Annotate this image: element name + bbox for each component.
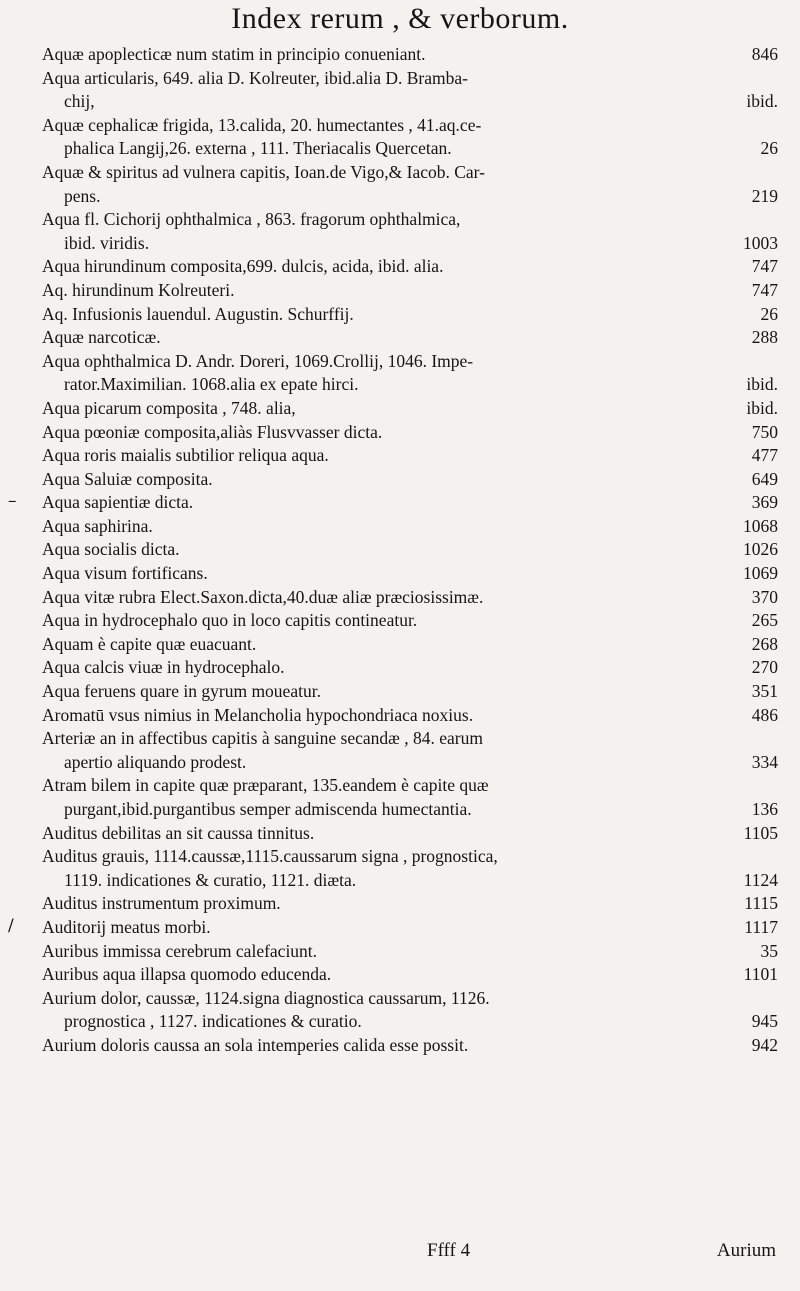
page-reference <box>770 987 778 1011</box>
entry-line <box>42 350 778 374</box>
page-reference: 270 <box>751 657 778 678</box>
entry-line <box>42 633 778 657</box>
index-entry <box>42 350 778 397</box>
page-reference <box>770 774 778 798</box>
entry-continuation-line <box>42 90 778 114</box>
index-entry <box>42 255 778 279</box>
page-reference: 1026 <box>743 539 778 560</box>
entry-continuation-line <box>42 373 778 397</box>
entry-text: apertio aliquando prodest. <box>64 751 247 772</box>
entry-line <box>42 1034 778 1058</box>
page-reference: 136 <box>751 799 778 819</box>
entry-text: Aqua saphirina. <box>42 515 153 536</box>
index-entry <box>42 468 778 492</box>
entry-text: Aurium doloris caussa an sola intemperies calida esse possit. <box>42 1034 469 1055</box>
entry-line <box>42 987 778 1011</box>
page-reference: 1105 <box>743 822 778 843</box>
entry-text: chij, <box>64 91 95 112</box>
index-entry <box>42 444 778 468</box>
page-reference: 1069 <box>743 563 778 584</box>
entry-text: Atram bilem in capite quæ præparant, 135.eandem è capite quæ <box>42 775 489 796</box>
entry-line <box>42 609 778 633</box>
entry-text: Aquam è capite quæ euacuant. <box>42 633 257 654</box>
signature-mark: Ffff 4 <box>427 1240 471 1261</box>
entry-text: Auribus immissa cerebrum calefaciunt. <box>42 940 318 961</box>
index-entry <box>42 774 778 821</box>
page-reference: 351 <box>751 681 778 702</box>
page-reference: 334 <box>751 751 778 772</box>
page-reference: 649 <box>751 468 778 489</box>
entry-text: Aquæ cephalicæ frigida, 13.calida, 20. humectantes , 41.aq.ce- <box>42 114 482 135</box>
entry-text: Auribus aqua illapsa quomodo educenda. <box>42 964 332 985</box>
index-entry <box>42 326 778 350</box>
entry-text: Aq. Infusionis lauendul. Augustin. Schurffij. <box>42 303 354 324</box>
entry-text: Aqua articularis, 649. alia D. Kolreuter, ibid.alia D. Bramba- <box>42 67 468 88</box>
entry-line <box>42 397 778 421</box>
entry-line <box>42 208 778 232</box>
index-entry <box>42 892 778 916</box>
page-reference: 1117 <box>744 916 778 937</box>
margin-annotation: / <box>8 915 14 936</box>
entry-continuation-line <box>42 232 778 256</box>
entry-line <box>42 326 778 350</box>
index-entry <box>42 397 778 421</box>
index-entry <box>42 586 778 610</box>
index-entry <box>42 987 778 1034</box>
index-entry <box>42 656 778 680</box>
entry-line <box>42 515 778 539</box>
entry-line <box>42 468 778 492</box>
entry-line <box>42 774 778 798</box>
entry-line <box>42 822 778 846</box>
entry-text: Aqua roris maialis subtilior reliqua aqua. <box>42 445 329 466</box>
entry-text: Aromatū vsus nimius in Melancholia hypochondriaca noxius. <box>42 704 474 725</box>
index-entry <box>42 208 778 255</box>
page-reference: 1101 <box>743 964 778 985</box>
page-reference: 747 <box>751 256 778 277</box>
entry-text: pens. <box>64 185 101 206</box>
entry-line <box>42 656 778 680</box>
page-reference: 26 <box>760 138 778 159</box>
page-reference <box>770 727 778 751</box>
index-entry <box>42 845 778 892</box>
margin-annotation: – <box>8 491 17 512</box>
entry-line <box>42 67 778 91</box>
entry-line <box>42 916 778 940</box>
index-entry <box>42 822 778 846</box>
index-entry <box>42 963 778 987</box>
entry-text: Auditus instrumentum proximum. <box>42 893 281 914</box>
page-reference: 26 <box>760 303 778 324</box>
page-reference: 942 <box>751 1034 778 1055</box>
entry-continuation-line <box>42 869 778 893</box>
entry-text: Aurium dolor, caussæ, 1124.signa diagnostica caussarum, 1126. <box>42 987 490 1008</box>
index-entry <box>42 704 778 728</box>
catchword: Aurium <box>716 1240 776 1261</box>
index-entry <box>8 491 778 515</box>
entry-text: Aqua pœoniæ composita,aliàs Flusvvasser dicta. <box>42 421 383 442</box>
entry-text: Aqua fl. Cichorij ophthalmica , 863. fragorum ophthalmica, <box>42 209 461 230</box>
page-header: Index rerum , & verborum. <box>231 2 569 35</box>
entry-text: Arteriæ an in affectibus capitis à sanguine secandæ , 84. earum <box>42 728 483 749</box>
entry-text: ibid. viridis. <box>64 232 150 253</box>
entry-text: Aquæ & spiritus ad vulnera capitis, Ioan.de Vigo,& Iacob. Car- <box>42 161 485 182</box>
index-entry <box>42 727 778 774</box>
page-reference: 1068 <box>743 515 778 536</box>
entry-text: Aqua hirundinum composita,699. dulcis, acida, ibid. alia. <box>42 256 444 277</box>
entry-line <box>42 421 778 445</box>
index-entry <box>42 940 778 964</box>
page-reference: 370 <box>751 586 778 607</box>
index-entry <box>42 609 778 633</box>
page-reference <box>770 161 778 185</box>
page-reference: 945 <box>751 1011 778 1032</box>
page-reference: 219 <box>751 185 778 206</box>
entry-text: Aquæ narcoticæ. <box>42 327 161 348</box>
page-reference: 747 <box>751 279 778 300</box>
page-reference: 268 <box>751 633 778 654</box>
entry-text: Aqua Saluiæ composita. <box>42 468 213 489</box>
index-entry <box>42 303 778 327</box>
entry-continuation-line <box>42 751 778 775</box>
entry-line <box>42 43 778 67</box>
entry-line <box>42 963 778 987</box>
page-reference: 750 <box>751 421 778 442</box>
entry-line <box>42 444 778 468</box>
entry-text: Aq. hirundinum Kolreuteri. <box>42 279 235 300</box>
index-entry <box>42 633 778 657</box>
entry-text: Aqua vitæ rubra Elect.Saxon.dicta,40.duæ aliæ præciosissimæ. <box>42 586 484 607</box>
entry-text: Aqua ophthalmica D. Andr. Doreri, 1069.Crollij, 1046. Impe- <box>42 350 474 371</box>
page-reference <box>770 350 778 374</box>
entry-line <box>42 680 778 704</box>
entry-text: phalica Langij,26. externa , 111. Theriacalis Quercetan. <box>64 138 452 159</box>
entry-line <box>42 279 778 303</box>
entry-line <box>42 845 778 869</box>
page-reference: ibid. <box>746 91 778 112</box>
entry-line <box>42 562 778 586</box>
entry-text: Aqua in hydrocephalo quo in loco capitis contineatur. <box>42 610 418 631</box>
page-reference: ibid. <box>746 397 778 418</box>
index-entry <box>42 161 778 208</box>
page-reference <box>770 67 778 91</box>
entry-line <box>42 892 778 916</box>
entry-line <box>42 538 778 562</box>
page-reference <box>770 845 778 869</box>
entry-line <box>42 255 778 279</box>
entry-text: Aqua picarum composita , 748. alia, <box>42 397 296 418</box>
index-entry <box>42 421 778 445</box>
page-reference: 265 <box>751 610 778 631</box>
index-entry <box>42 114 778 161</box>
entry-text: Auditus debilitas an sit caussa tinnitus. <box>42 822 315 843</box>
index-entry <box>42 562 778 586</box>
page-reference <box>770 114 778 138</box>
entry-text: prognostica , 1127. indicationes & curatio. <box>64 1011 362 1032</box>
index-entries <box>8 43 778 1058</box>
entry-text: rator.Maximilian. 1068.alia ex epate hirci. <box>64 374 359 395</box>
entry-line <box>42 940 778 964</box>
entry-text: Aqua calcis viuæ in hydrocephalo. <box>42 657 285 678</box>
entry-text: 1119. indicationes & curatio, 1121. diæta. <box>64 869 357 890</box>
entry-text: Aqua visum fortificans. <box>42 563 208 584</box>
entry-line <box>42 586 778 610</box>
entry-line <box>42 303 778 327</box>
entry-continuation-line <box>42 798 778 822</box>
index-entry <box>42 43 778 67</box>
entry-line <box>42 727 778 751</box>
entry-text: purgant,ibid.purgantibus semper admiscenda humectantia. <box>64 799 472 819</box>
page-reference: 846 <box>751 44 778 64</box>
entry-continuation-line <box>42 137 778 161</box>
page-reference <box>770 208 778 232</box>
index-entry <box>8 915 778 940</box>
entry-text: Auditus grauis, 1114.caussæ,1115.caussarum signa , prognostica, <box>42 846 498 867</box>
page-reference: 486 <box>751 704 778 725</box>
entry-continuation-line <box>42 185 778 209</box>
page-reference: 1003 <box>743 232 778 253</box>
entry-line <box>42 704 778 728</box>
entry-line <box>42 161 778 185</box>
page-footer <box>0 1240 800 1270</box>
page-reference: 35 <box>760 940 778 961</box>
page-reference: 369 <box>751 492 778 513</box>
index-entry <box>42 680 778 704</box>
entry-text: Aqua feruens quare in gyrum moueatur. <box>42 681 321 702</box>
page-reference: ibid. <box>746 374 778 395</box>
page-reference: 1115 <box>744 893 778 914</box>
entry-line <box>42 491 778 515</box>
entry-text: Aqua sapientiæ dicta. <box>42 492 194 513</box>
entry-text: Auditorij meatus morbi. <box>42 916 211 937</box>
index-entry <box>42 279 778 303</box>
entry-line <box>42 114 778 138</box>
entry-text: Aquæ apoplecticæ num statim in principio conueniant. <box>42 44 426 64</box>
index-entry <box>42 1034 778 1058</box>
index-entry <box>42 538 778 562</box>
entry-text: Aqua socialis dicta. <box>42 539 180 560</box>
entry-continuation-line <box>42 1010 778 1034</box>
index-entry <box>42 67 778 114</box>
page-reference: 1124 <box>743 869 778 890</box>
index-entry <box>42 515 778 539</box>
page-reference: 288 <box>751 327 778 348</box>
page-reference: 477 <box>751 445 778 466</box>
